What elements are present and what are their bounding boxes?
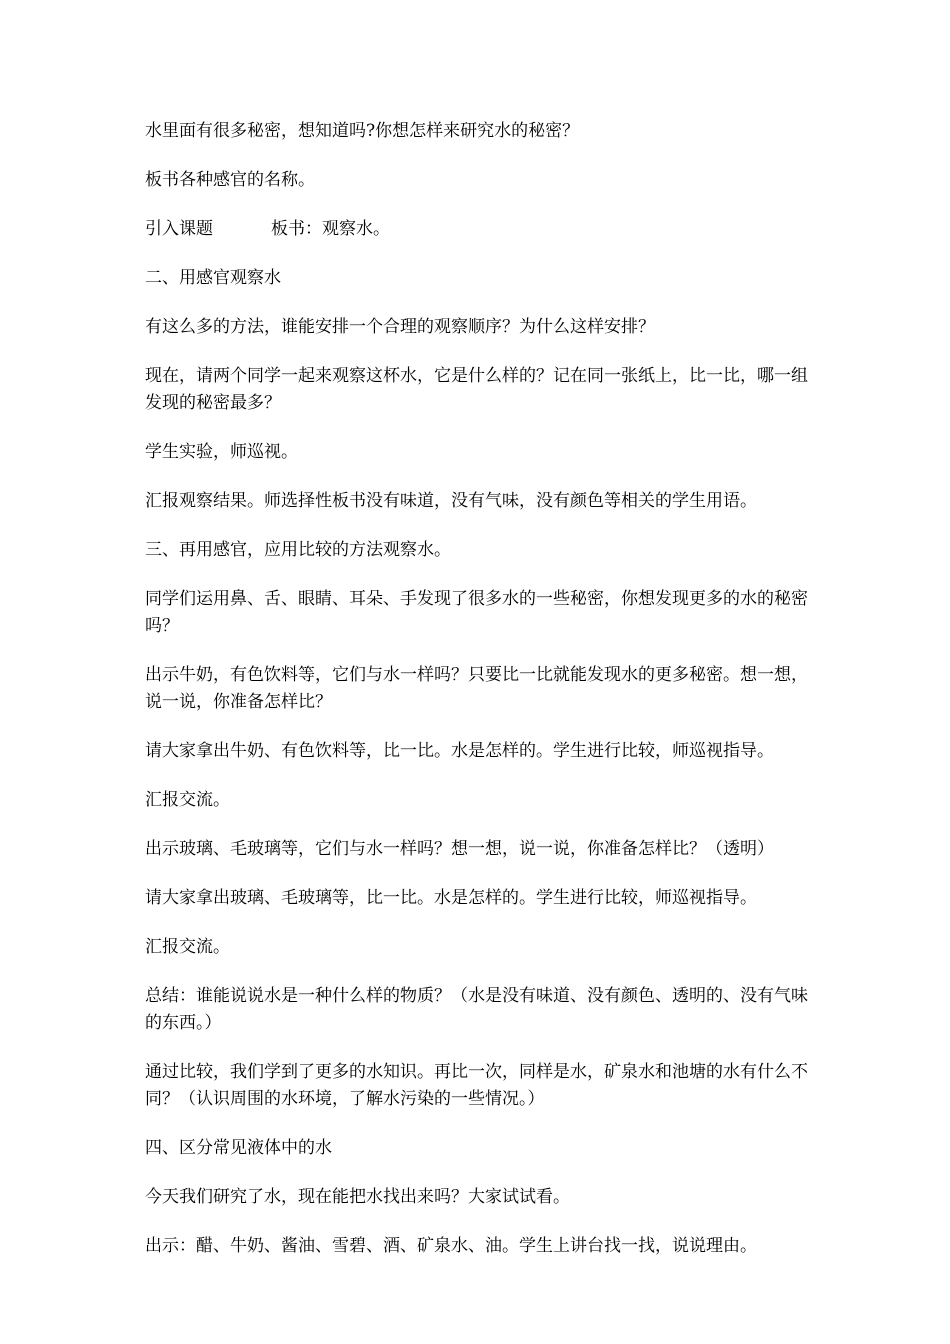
paragraph-16: 总结：谁能说说水是一种什么样的物质？（水是没有味道、没有颜色、透明的、没有气味的东西。） xyxy=(145,986,808,1033)
paragraph-2: 板书各种感官的名称。 xyxy=(145,170,315,190)
paragraph-5: 现在，请两个同学一起来观察这杯水，它是什么样的？记在同一张纸上，比一比，哪一组发现的秘密最多？ xyxy=(145,366,808,413)
paragraph-9: 同学们运用鼻、舌、眼睛、耳朵、手发现了很多水的一些秘密，你想发现更多的水的秘密吗？ xyxy=(145,589,808,636)
paragraph-11: 请大家拿出牛奶、有色饮料等，比一比。水是怎样的。学生进行比较，师巡视指导。 xyxy=(145,741,774,761)
section-heading-3: 三、再用感官，应用比较的方法观察水。 xyxy=(145,540,451,560)
paragraph-12: 汇报交流。 xyxy=(145,790,230,810)
intro-left-text: 引入课题 xyxy=(145,219,213,239)
paragraph-15: 汇报交流。 xyxy=(145,937,230,957)
paragraph-13: 出示玻璃、毛玻璃等，它们与水一样吗？想一想，说一说，你准备怎样比？（透明） xyxy=(145,839,774,859)
paragraph-6: 学生实验，师巡视。 xyxy=(145,442,298,462)
paragraph-intro xyxy=(145,216,810,243)
paragraph-17: 通过比较，我们学到了更多的水知识。再比一次，同样是水，矿泉水和池塘的水有什么不同？（认识周围的水环境，了解水污染的一些情况。） xyxy=(145,1062,808,1109)
paragraph-1: 水里面有很多秘密，想知道吗?你想怎样来研究水的秘密？ xyxy=(145,121,580,141)
paragraph-19: 今天我们研究了水，现在能把水找出来吗？大家试试看。 xyxy=(145,1187,570,1207)
paragraph-10: 出示牛奶，有色饮料等，它们与水一样吗？只要比一比就能发现水的更多秘密。想一想，说一说，你准备怎样比？ xyxy=(145,665,808,712)
document-page xyxy=(145,118,810,1282)
paragraph-14: 请大家拿出玻璃、毛玻璃等，比一比。水是怎样的。学生进行比较，师巡视指导。 xyxy=(145,888,757,908)
section-heading-2: 二、用感官观察水 xyxy=(145,268,281,288)
section-heading-4: 四、区分常见液体中的水 xyxy=(145,1138,332,1158)
intro-right-text: 板书：观察水。 xyxy=(271,219,390,239)
paragraph-4: 有这么多的方法，谁能安排一个合理的观察顺序？为什么这样安排？ xyxy=(145,317,655,337)
paragraph-20: 出示：醋、牛奶、酱油、雪碧、酒、矿泉水、油。学生上讲台找一找，说说理由。 xyxy=(145,1236,757,1256)
paragraph-7: 汇报观察结果。师选择性板书没有味道，没有气味，没有颜色等相关的学生用语。 xyxy=(145,491,757,511)
